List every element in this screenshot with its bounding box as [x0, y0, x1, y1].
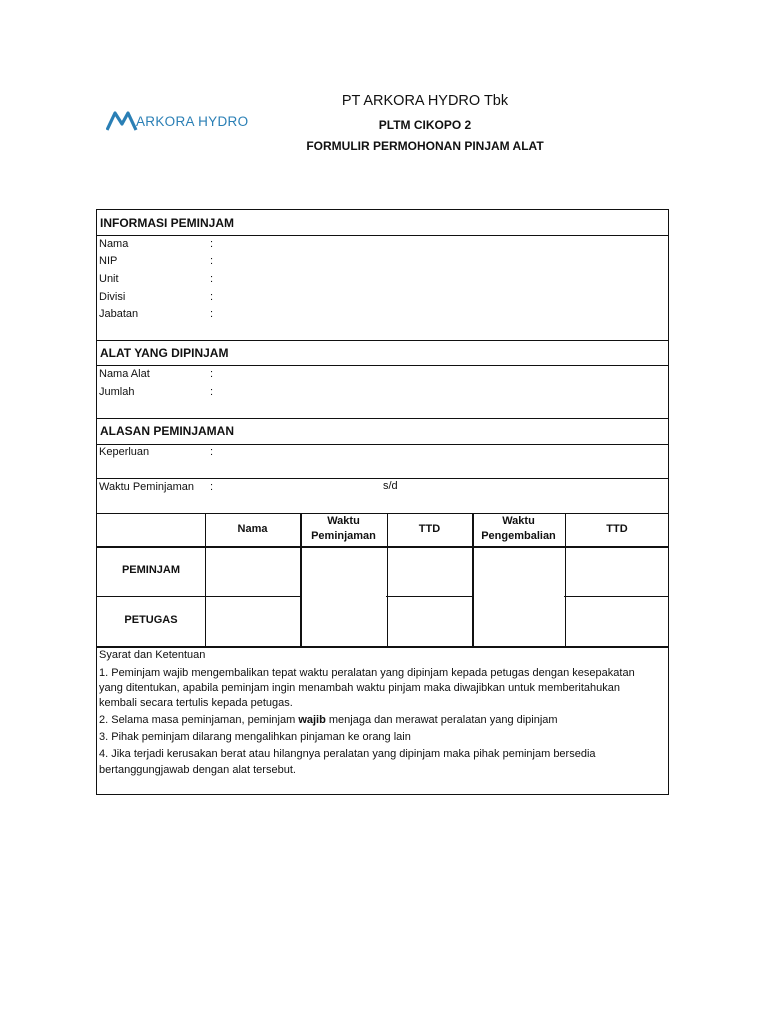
site-name: PLTM CIKOPO 2	[378, 118, 472, 132]
divider	[97, 646, 668, 648]
terms-item-4-line: bertanggungjawab dengan alat tersebut.	[99, 764, 296, 776]
divider	[97, 365, 668, 366]
col-header-waktu-peminjaman	[300, 514, 387, 544]
field-colon: :	[210, 446, 214, 458]
header-line: Waktu	[327, 515, 360, 527]
field-label-nama-alat: Nama Alat	[99, 368, 150, 380]
field-label-unit: Unit	[99, 273, 119, 285]
section-title-reason: ALASAN PEMINJAMAN	[100, 424, 235, 438]
until-separator: s/d	[383, 480, 398, 492]
terms-text: menjaga dan merawat peralatan yang dipinjam	[325, 714, 558, 726]
form-title: FORMULIR PERMOHONAN PINJAM ALAT	[306, 139, 544, 153]
row-header-peminjam: PEMINJAM	[121, 564, 181, 576]
field-colon: :	[210, 291, 214, 303]
company-title: PT ARKORA HYDRO Tbk	[341, 93, 509, 109]
loan-request-form	[96, 209, 669, 795]
section-title-borrower: INFORMASI PEMINJAM	[100, 216, 235, 230]
field-label-nama: Nama	[99, 238, 129, 250]
terms-emphasis: wajib	[298, 714, 326, 726]
logo-text: ARKORA HYDRO	[136, 114, 249, 129]
terms-item-1-line: yang ditentukan, apabila peminjam ingin menambah waktu pinjam maka diwajibkan untuk memberitahukan	[99, 682, 620, 694]
terms-item-4-line: 4. Jika terjadi kerusakan berat atau hilangnya peralatan yang dipinjam maka pihak peminjam bersedia	[99, 748, 596, 760]
field-label-jabatan: Jabatan	[99, 308, 139, 320]
divider	[97, 546, 668, 548]
col-header-ttd: TTD	[606, 523, 628, 535]
field-colon: :	[210, 273, 214, 285]
divider	[97, 478, 668, 479]
field-colon: :	[210, 386, 214, 398]
header-line: Waktu	[502, 515, 535, 527]
terms-item-3: 3. Pihak peminjam dilarang mengalihkan pinjaman ke orang lain	[99, 731, 411, 743]
divider	[97, 444, 668, 445]
field-label-jumlah: Jumlah	[99, 386, 135, 398]
merged-cell-mask	[474, 593, 564, 599]
field-colon: :	[210, 238, 214, 250]
field-label-waktu-peminjaman: Waktu Peminjaman	[99, 481, 194, 493]
divider	[97, 235, 668, 236]
terms-item-2	[99, 714, 558, 726]
field-label-nip: NIP	[99, 255, 118, 267]
merged-cell-mask	[302, 593, 386, 599]
field-colon: :	[210, 255, 214, 267]
field-label-keperluan: Keperluan	[99, 446, 150, 458]
field-colon: :	[210, 308, 214, 320]
divider	[97, 340, 668, 341]
terms-item-1-line: kembali secara tertulis kepada petugas.	[99, 697, 293, 709]
header-line: Pengembalian	[481, 530, 556, 542]
terms-item-1-line: 1. Peminjam wajib mengembalikan tepat waktu peralatan yang dipinjam kepada petugas dengan kesepakatan	[99, 667, 635, 679]
terms-title: Syarat dan Ketentuan	[99, 649, 206, 661]
section-title-tool: ALAT YANG DIPINJAM	[100, 346, 229, 360]
row-header-petugas: PETUGAS	[124, 614, 178, 626]
col-header-nama: Nama	[237, 523, 268, 535]
header-line: Peminjaman	[311, 530, 376, 542]
col-header-ttd: TTD	[418, 523, 441, 535]
field-label-divisi: Divisi	[99, 291, 126, 303]
field-colon: :	[210, 481, 214, 493]
logo-mark-icon	[106, 110, 138, 132]
divider	[97, 418, 668, 419]
field-colon: :	[210, 368, 214, 380]
terms-text: 2. Selama masa peminjaman, peminjam	[99, 714, 299, 726]
col-header-waktu-pengembalian	[472, 514, 565, 544]
